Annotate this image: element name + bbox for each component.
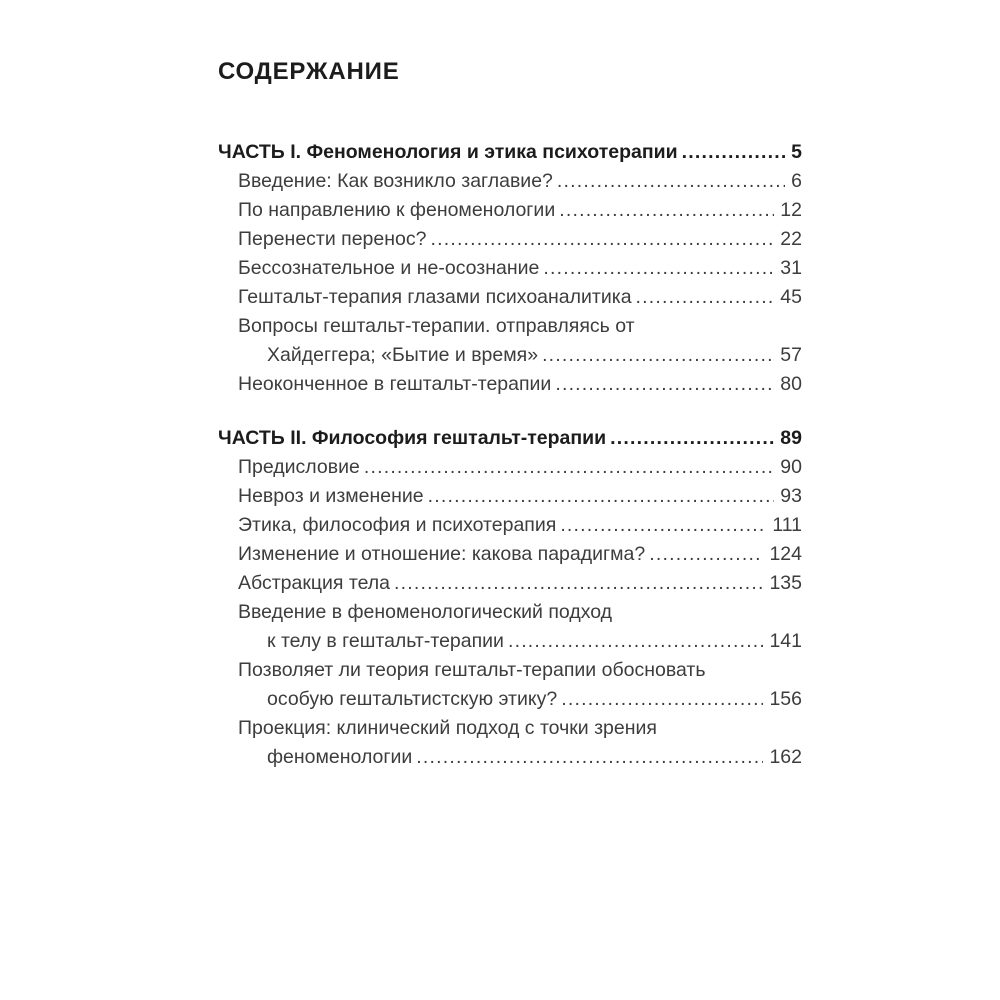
dot-leader [508,627,764,656]
dot-leader [555,370,774,399]
dot-leader [560,511,766,540]
toc-line [218,743,802,772]
toc-entry-title: Этика, философия и психотерапия [238,514,557,536]
toc-line [218,370,802,399]
toc-section [218,424,802,772]
page-number: 90 [780,456,802,478]
toc-line [218,341,802,370]
toc-entry-title: Гештальт-терапия глазами психоаналитика [238,286,632,308]
page-number: 135 [769,572,802,594]
dot-leader [610,424,774,453]
section-page-number: 5 [791,141,802,163]
toc-entry-title: Невроз и изменение [238,485,424,507]
toc-entry-title: к телу в гештальт-терапии [267,630,504,652]
toc-line [218,656,802,685]
toc-entry [218,225,802,254]
page-number: 45 [780,286,802,308]
toc-line [218,685,802,714]
page-number: 111 [772,514,802,536]
section-page-number: 89 [780,427,802,449]
dot-leader [543,254,774,283]
toc-line [218,598,802,627]
toc-entry-title: особую гештальтистскую этику? [267,688,558,710]
dot-leader [364,453,774,482]
toc-line [218,424,802,453]
toc-line [218,453,802,482]
toc-line [218,714,802,743]
toc-line [218,225,802,254]
toc-entry [218,569,802,598]
toc-entry [218,656,802,714]
toc-line [218,540,802,569]
page-number: 141 [769,630,802,652]
toc-entry [218,540,802,569]
toc-entry-title: Хайдеггера; «Бытие и время» [267,344,539,366]
dot-leader [682,138,786,167]
toc-line [218,167,802,196]
page-number: 93 [780,485,802,507]
toc-line [218,627,802,656]
page-number: 22 [780,228,802,250]
toc-entry [218,598,802,656]
toc-entry [218,482,802,511]
toc-entry-title: Неоконченное в гештальт-терапии [238,373,552,395]
dot-leader [559,196,774,225]
toc-entry-title: Введение в феноменологический подход [238,601,613,623]
toc-line [218,138,802,167]
toc-line [218,312,802,341]
page-title: СОДЕРЖАНИЕ [218,58,400,85]
toc-entry-title: Бессознательное и не-осознание [238,257,540,279]
section-heading: ЧАСТЬ I. Феноменология и этика психотерапии [218,141,678,163]
dot-leader [428,482,775,511]
toc-entry-title: Перенести перенос? [238,228,427,250]
toc-entry [218,370,802,399]
dot-leader [416,743,763,772]
toc-section [218,138,802,399]
dot-leader [430,225,774,254]
dot-leader [649,540,763,569]
toc [218,138,802,772]
toc-entry-title: Введение: Как возникло заглавие? [238,170,553,192]
table-of-contents [218,58,802,797]
toc-entry [218,283,802,312]
toc-entry [218,196,802,225]
toc-entry-title: По направлению к феноменологии [238,199,556,221]
page-number: 124 [769,543,802,565]
dot-leader [636,283,775,312]
section-heading: ЧАСТЬ II. Философия гештальт-терапии [218,427,607,449]
toc-line [218,482,802,511]
toc-entry [218,312,802,370]
toc-entry [218,511,802,540]
toc-entry [218,254,802,283]
toc-entry [218,167,802,196]
page-number: 156 [769,688,802,710]
dot-leader [561,685,763,714]
page-number: 162 [769,746,802,768]
toc-entry [218,714,802,772]
page-number: 31 [780,257,802,279]
page-number: 12 [780,199,802,221]
toc-entry [218,453,802,482]
toc-line [218,283,802,312]
page-number: 80 [780,373,802,395]
dot-leader [542,341,774,370]
toc-entry-title: феноменологии [267,746,413,768]
toc-entry-title: Предисловие [238,456,360,478]
dot-leader [394,569,763,598]
toc-line [218,196,802,225]
toc-line [218,569,802,598]
page-number: 6 [791,170,802,192]
dot-leader [557,167,785,196]
toc-line [218,254,802,283]
toc-entry-title: Абстракция тела [238,572,391,594]
toc-line [218,511,802,540]
toc-entry-title: Изменение и отношение: какова парадигма? [238,543,646,565]
toc-entry-title: Проекция: клинический подход с точки зрения [238,717,657,739]
page-number: 57 [780,344,802,366]
toc-entry-title: Позволяет ли теория гештальт-терапии обосновать [238,659,706,681]
toc-entry-title: Вопросы гештальт-терапии. отправляясь от [238,315,635,337]
